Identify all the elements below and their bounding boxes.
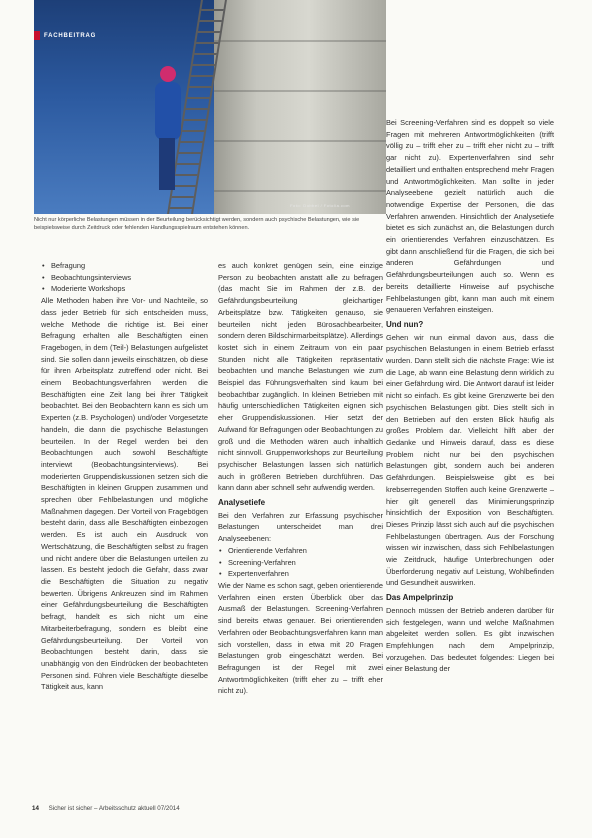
paragraph: Alle Methoden haben ihre Vor- und Nachteile, so dass jeder Betrieb für sich entscheiden muss, welche Methode die richtige ist. Bei einer Befragung erhalten alle Beschäftigten einen Fragebogen, in dem (Teil-) Belastungen aufgelistet sind. Sie sollen dann jeweils einschätzen, ob diese für ihren Arbeitsplatz zutreffend oder nicht. Bei einem Beobachtungsverfahren werden die Beschäftigten eine Zeit lang bei ihrer Tätigkeit beobachtet. Bei den Beobachtern kann es sich um Experten (z.B. Psychologen) und/oder Vorgesetzte handeln, die dann die psychische Belastungen beurteilen. In der Regel werden bei den Beobachtungen auch sowohl Beschäftigte interviewt (Beobachtungsinterviews). Bei moderierten Gruppendiskussionen setzen sich die Beschäftigten in kleinen Gruppen zusammen und sprechen über Fehlbelastungen und mögliche Maßnahmen dagegen. Der Vorteil von Fragebögen besteht darin, dass alle Beschäftigten einbezogen werden. Es ist auch ein Ausdruck von Wertschätzung, die Beschäftigten selbst zu fragen und nicht andere über die Belastungen urteilen zu lassen. Es besteht jedoch die Gefahr, dass zwar die Beschäftigten die Situation zu negativ bewerten. Übrigens Ankreuzen sind im Rahmen einer Gefährdungsbeurteilung die Beschäftigten befragt, handelt es sich nicht um eine Mitarbeiterbefragung, sondern es bleibt eine Gefährdungsbeurteilung. Der Vorteil von Beobachtungen besteht darin, dass sie unabhängig von den Eindrücken der beobachteten Personen sind. Führen viele Beschäftigte dieselbe Tätigkeit aus, kann [41,296,208,692]
chimney [214,0,386,214]
paragraph: es auch konkret genügen sein, eine einzige Person zu beobachten anstatt alle zu befragen (das macht Sie im Rahmen der z.B. der Gefährdungsbeurteilung gleichartiger Arbeitsplätze bzw. Tätigkeiten genauso, sie beurteilen nicht jeden Bürosachbearbeiter, sondern deren Bildschirmarbeitsplätze). Allerdings kostet sich in einem Zeitraum von ein paar Stunden nicht alle Tätigkeiten repräsentativ beobachten und manche Belastungen wie zum Beispiel das Führungsverhalten sind kaum bei beobachtbar zugänglich. In kleinen Betrieben mit häufig unterschiedlichen Tätigkeiten eignen sich eher Gruppendiskussionen. Hier setzt der Aufwand für Befragungen oder Beobachtungen zu groß und die Methoden wären auch inhaltlich nicht sinnvoll. Gruppenworkshops zur Beurteilung psychischer Belastungen lassen sich natürlich auch in größeren Betrieben durchführen. Das kann dann aber schnell sehr aufwendig werden. [218,261,383,493]
list-item: • Screening-Verfahren [218,557,383,569]
page-footer [32,805,180,812]
photo-caption: Nicht nur körperliche Belastungen müssen in der Beurteilung berücksichtigt werden, sondern auch psychische Belastungen, wie sie beispielsweise durch Zeitdruck oder fehlenden Handlungsspielraum entstehen können. [34,217,360,231]
paragraph: Bei Screening-Verfahren sind es doppelt so viele Fragen mit mehreren Antwortmöglichkeiten (trifft völlig zu – trifft eher zu – trifft eher nicht zu – trifft gar nicht zu). Expertenverfahren sind sehr detailliert und enthalten entsprechend mehr Fragen und Antwortmöglichkeiten. Man sollte in jeder Analyseebene gezielt natürlich auch die notwendige Expertise der Personen, die das Verfahren anwenden. Hinsichtlich der Analysetiefe bietet es sich zunächst an, die Belastungen durch ein orientierendes Verfahren einzuschätzen. Es gibt dann anschließend für die Fragen, die sich bei anderen Gefährdungen und Gefährdungsbeurteilungen auch so. Wenn es bereits detaillierte Hinweise auf psychische Fehlbelastungen gibt, kann man auch mit einem genaueren Verfahren einsteigen. [386,118,554,315]
journal-name: Sicher ist sicher – Arbeitsschutz aktuell 07/2014 [48,805,180,812]
list-item: • Moderierte Workshops [41,283,208,295]
column-3 [386,117,554,675]
page-number: 14 [32,805,39,812]
list-item: • Beobachtungsinterviews [41,272,208,284]
method-list [41,260,208,295]
paragraph: Gehen wir nun einmal davon aus, dass die psychischen Belastungen in einem Betrieb erfasst wurden. Dann stellt sich die nächste Frage: Wie ist die Lage, ab wann eine Belastung denn wirklich zu einer Gefährdung wird. Die Antwort darauf ist leider nicht so einfach. Es gibt keine Grenzwerte bei den psychischen Belastungen gibt. Dies stellt sich in den Betrieben auf den ersten Blick häufig als großes Problem dar. Vielleicht hilft aber der Gedanke und Hinweis darauf, dass es diese Problem nicht nur bei den psychischen Belastungen gibt, sondern auch bei anderen Gefährdungen. Beispielsweise gibt es bei krebserregenden Stoffen auch keine Grenzwerte – hier gilt generell das Minimierungsprinzip hinsichtlich der Exposition von Beschäftigten. Dieses Prinzip lässt sich auch auf die psychischen Fehlbelastungen übertragen. Aus der Forschung wissen wir inzwischen, dass sich Fehlbelastungen wie Zeitdruck, häufige Unterbrechungen oder Überforderung negativ auf Leistung, Wohlbefinden und Gesundheit auswirken. [386,332,554,588]
column-2 [218,260,383,697]
worker [155,82,181,140]
paragraph: Dennoch müssen der Betrieb anderen darüber für sich festgelegen, wann und welche Maßnahmen abgeleitet werden sollen. Es gibt inzwischen Empfehlungen nach dem Ampelprinzip, vorzugehen. Das bedeutet folgendes: Liegen bei einer Belastung der [386,605,554,674]
list-item: • Expertenverfahren [218,568,383,580]
list-item: • Orientierende Verfahren [218,545,383,557]
rubrik-marker [34,31,40,40]
worker-helmet [160,66,176,82]
paragraph: Bei den Verfahren zur Erfassung psychischer Belastungen unterscheidet man drei Analyseebenen: [218,510,383,544]
photo-credit: Foto: Dubbel / Fotolia.com [290,203,350,208]
column-1 [41,260,208,693]
worker-legs [159,138,175,190]
paragraph: Wie der Name es schon sagt, geben orientierende Verfahren einen ersten Überblick über das Ausmaß der Belastungen. Screening-Verfahren sind bereits etwas genauer. Bei orientierenden Verfahren oder Beobachtungsverfahren kann man sich vorstellen, dass in etwa mit 20 Fragen Belastungen grob eingeschätzt werden. Bei Befragungen ist der Regel mit zwei Antwortmöglichkeiten (trifft eher zu – trifft eher nicht zu). [218,580,383,696]
level-list [218,545,383,580]
section-heading: Und nun? [386,319,424,329]
list-item: • Befragung [41,260,208,272]
section-heading: Analysetiefe [218,498,266,508]
section-heading: Das Ampelprinzip [386,593,454,603]
section-label: FACHBEITRAG [44,33,97,39]
